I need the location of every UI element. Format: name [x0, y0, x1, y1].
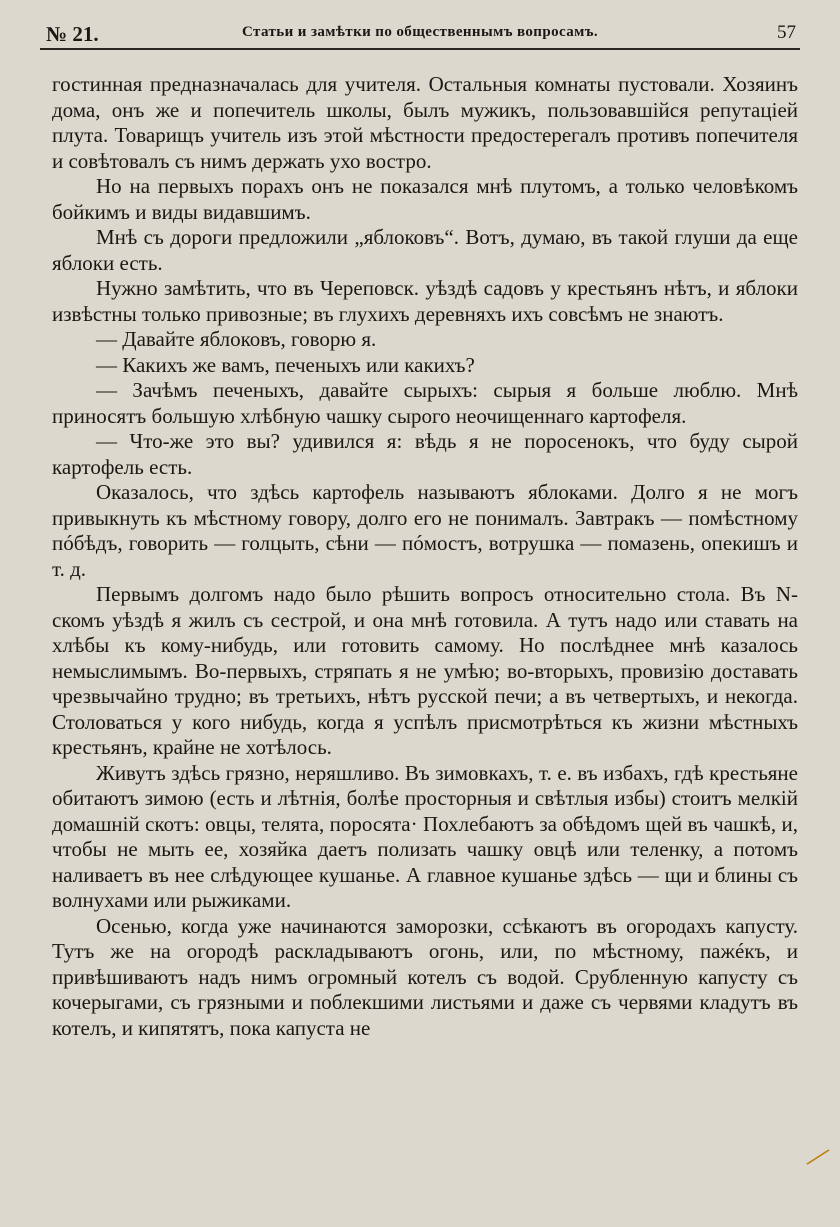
paragraph: Нужно замѣтить, что въ Череповск. уѣздѣ садовъ у крестьянъ нѣтъ, и яблоки извѣстны только привозные; въ глухихъ деревняхъ ихъ совсѣмъ не знаютъ.	[52, 276, 798, 326]
issue-number: № 21.	[46, 22, 99, 46]
running-header	[40, 18, 800, 50]
dialog-line: — Давайте яблоковъ, говорю я.	[96, 327, 377, 351]
dialog-line: — Какихъ же вамъ, печеныхъ или какихъ?	[96, 352, 475, 377]
paragraph: Оказалось, что здѣсь картофель называютъ яблоками. Долго я не могъ привыкнуть къ мѣстному говору, долго его не понималъ. Завтракъ — помѣстному пóбѣдъ, говорить — голцыть, сѣни — пóмостъ, вотрушка — помазень, опекишъ и т. д.	[52, 480, 798, 581]
paragraph: гостинная предназначалась для учителя. Остальныя комнаты пустовали. Хозяинъ дома, онъ же и попечитель школы, былъ мужикъ, пользовавшійся репутаціей плута. Товарищъ учитель изъ этой мѣстности предостерегалъ противъ попечителя и совѣтовалъ съ нимъ держать ухо востро.	[52, 72, 798, 173]
pencil-mark-icon: ╱	[806, 1143, 830, 1171]
paragraph: Мнѣ съ дороги предложили „яблоковъ“. Вотъ, думаю, въ такой глуши да еще яблоки есть.	[52, 225, 798, 275]
section-title: Статьи и замѣтки по общественнымъ вопросамъ.	[241, 24, 599, 40]
paragraph: Осенью, когда уже начинаются заморозки, ссѣкаютъ въ огородахъ капусту. Тутъ же на огородѣ раскладываютъ огонь, или, по мѣстному, пажéкъ, и привѣшиваютъ надъ нимъ огромный котелъ съ водой. Срубленную капусту съ кочерыгами, съ грязными и поблекшими листьями и даже съ червями кладутъ въ котелъ, и кипятятъ, пока капуста не	[52, 913, 798, 1040]
paragraph: Первымъ долгомъ надо было рѣшить вопросъ относительно стола. Въ N-скомъ уѣздѣ я жилъ съ сестрой, и она мнѣ готовила. А тутъ надо или ставать на хлѣбы къ кому-нибудь, или готовить самому. Но послѣднее мнѣ казалось немыслимымъ. Во-первыхъ, стряпать я не умѣю; во-вторыхъ, провизію доставать чрезвычайно трудно; въ третьихъ, нѣтъ русской печи; а въ четвертыхъ, и некогда. Столоваться у кого нибудь, когда я успѣлъ присмотрѣться къ жизни мѣстныхъ крестьянъ, крайне не хотѣлось.	[52, 582, 798, 759]
dialog-line: — Зачѣмъ печеныхъ, давайте сырыхъ: сырыя я больше люблю. Мнѣ приносятъ большую хлѣбную чашку сырого неочищеннаго картофеля.	[52, 378, 798, 428]
article-body	[52, 72, 798, 1041]
paragraph: Но на первыхъ порахъ онъ не показался мнѣ плутомъ, а только человѣкомъ бойкимъ и виды видавшимъ.	[52, 174, 798, 224]
paragraph: Живутъ здѣсь грязно, неряшливо. Въ зимовкахъ, т. е. въ избахъ, гдѣ крестьяне обитаютъ зимою (есть и лѣтнія, болѣе просторныя и свѣтлыя избы) стоитъ мелкій домашній скотъ: овцы, телята, поросята· Похлебаютъ за обѣдомъ щей въ чашкѣ, и, чтобы не мыть ее, хозяйка даетъ полизать чашку овцѣ или теленку, а потомъ наливаетъ въ нее слѣдующее кушанье. А главное кушанье здѣсь — щи и блины съ волнухами или рыжиками.	[52, 760, 798, 912]
dialog-line: — Что-же это вы? удивился я: вѣдь я не поросенокъ, что буду сырой картофель есть.	[52, 429, 798, 479]
page-number: 57	[777, 22, 796, 43]
